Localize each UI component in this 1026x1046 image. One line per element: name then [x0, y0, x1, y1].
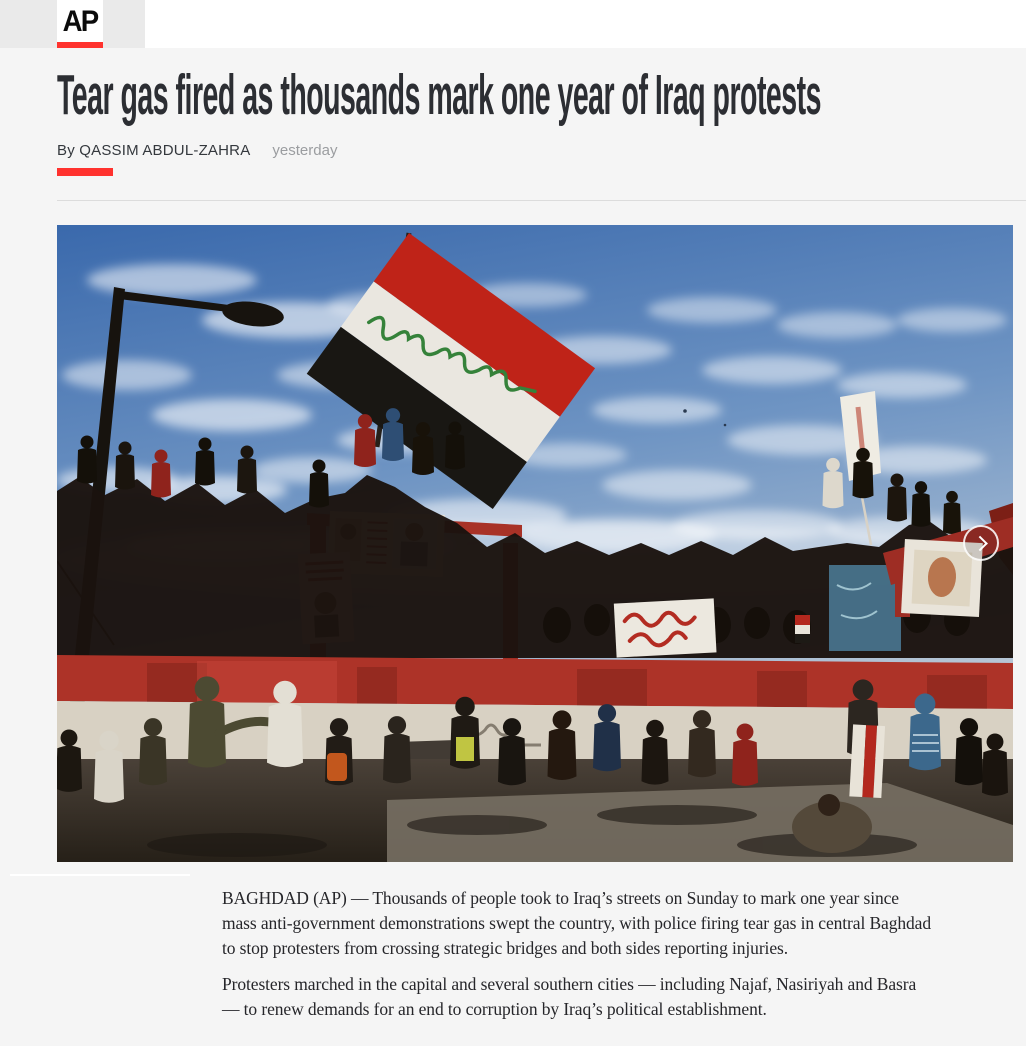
- chevron-right-icon: [972, 535, 988, 551]
- byline: By QASSIM ABDUL-ZAHRA: [57, 142, 251, 159]
- article-body: [222, 886, 934, 1033]
- site-header: [0, 0, 1026, 48]
- protest-banner: [614, 598, 717, 657]
- left-tick-line: [10, 874, 190, 876]
- paragraph-2: Protesters marched in the capital and several southern cities — including Najaf, Nasiriyah and Basra — to renew demands for an end to corruption by Iraq’s political establishment.: [222, 974, 917, 1019]
- small-iraq-flag: [795, 615, 810, 643]
- protest-photo-illustration: [57, 225, 1013, 862]
- timestamp: yesterday: [272, 142, 338, 159]
- byline-row: [57, 142, 337, 159]
- ap-logo-text: AP: [62, 4, 98, 38]
- paragraph-1: BAGHDAD (AP) — Thousands of people took to Iraq’s streets on Sunday to mark one year since mass anti-government demonstrations swept the country, with police firing tear gas in central Baghdad to stop protesters from crossing strategic bridges and both sides reporting injuries.: [222, 888, 931, 958]
- bird: [724, 424, 727, 427]
- article-headline: Tear gas fired as thousands mark one year of Iraq protests: [57, 63, 821, 127]
- lead-photo[interactable]: [57, 225, 1013, 862]
- flag-cape: [849, 724, 885, 798]
- bird: [683, 409, 687, 413]
- section-divider: [57, 200, 1026, 201]
- ap-logo[interactable]: [57, 0, 103, 48]
- accent-bar: [57, 168, 113, 176]
- gallery-next-button[interactable]: [963, 525, 999, 561]
- ap-logo-red-bar: [57, 42, 103, 48]
